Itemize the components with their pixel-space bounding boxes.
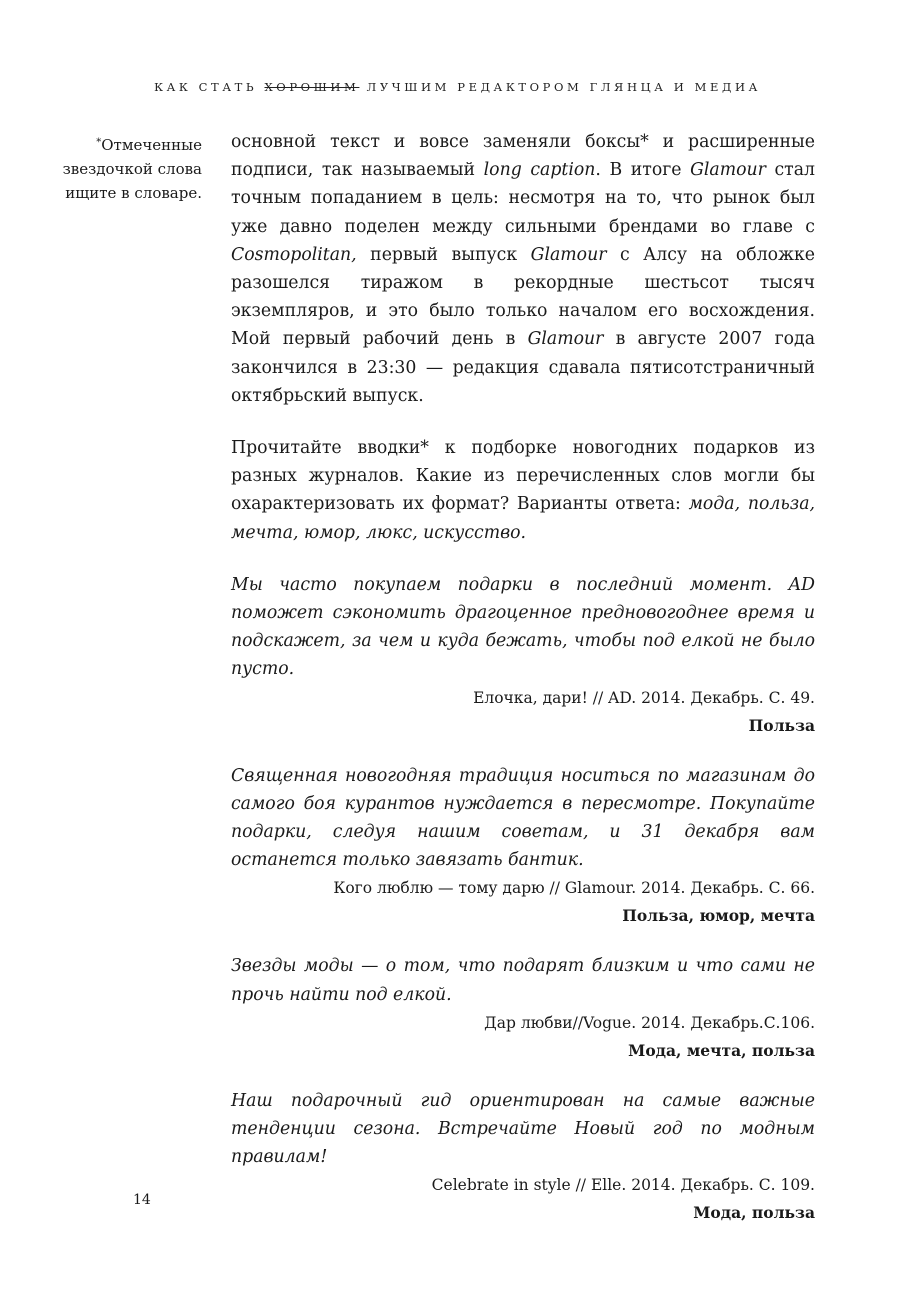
intro-italic-4: Glamour [530,244,607,265]
example-tags: Мода, польза [693,1203,815,1223]
example-quote: Звезды моды — о том, что подарят близким и что сами не прочь найти под елкой. [231,956,815,1005]
intro-italic-3: Cosmopolitan, [231,244,357,265]
intro-text-4: первый выпуск [356,244,531,265]
intro-text-2: . В итоге [595,160,691,181]
intro-text-5: с Алсу на обложке разошелся тиражом в рекордные шестьсот тысяч экземпляров, и это было только началом его восхождения. Мой первый рабочий день в [231,244,816,350]
intro-text-1: основной текст и вовсе заменяли боксы* и расширенные подписи, так называемый [231,132,815,181]
example-block [231,952,815,1064]
example-source: Кого люблю — тому дарю // Glamour. 2014. Декабрь. С. 66. [333,879,815,898]
example-block [231,571,815,740]
intro-text-3: стал точным попаданием в цель: несмотря на то, что рынок был уже давно поделен между сильными брендами во главе с [231,160,816,237]
header-after: ЛУЧШИМ РЕДАКТОРОМ ГЛЯНЦА И МЕДИА [359,80,761,94]
intro-text-6: в августе 2007 года закончился в 23:30 — редакция сдавала пятисотстраничный октябрьский выпуск. [231,329,815,406]
task-options: мода, польза, мечта, юмор, люкс, искусство. [231,494,815,543]
main-text-column [231,128,815,1227]
example-quote: Наш подарочный гид ориентирован на самые важные тенденции сезона. Встречайте Новый год по модным правилам! [231,1090,815,1168]
example-source: Елочка, дари! // AD. 2014. Декабрь. С. 49. [473,688,815,707]
intro-paragraph [231,128,815,410]
task-paragraph [231,434,815,547]
example-tags: Польза, юмор, мечта [622,906,815,926]
example-quote: Священная новогодняя традиция носиться по магазинам до самого боя курантов нуждается в пересмотре. Покупайте подарки, следуя нашим советам, и 31 декабря вам останется только завязать бантик. [231,765,815,871]
intro-italic-1: long caption [483,160,596,181]
example-block [231,762,815,931]
running-header [0,80,915,94]
intro-italic-5: Glamour [527,329,604,350]
example-tags: Мода, мечта, польза [628,1040,815,1060]
margin-note [60,131,202,205]
example-quote: Мы часто покупаем подарки в последний момент. AD поможет сэкономить драгоценное предновогоднее время и подскажет, за чем и куда бежать, чтобы под елкой не было пусто. [231,574,815,680]
example-tags: Польза [748,715,815,735]
header-struck-word: ХОРОШИМ [264,80,360,94]
page-number: 14 [133,1192,151,1208]
task-text: Прочитайте вводки* к подборке новогодних подарков из разных журналов. Какие из перечисленных слов могли бы охарактеризовать их формат? Варианты ответа: [231,438,815,515]
margin-note-asterisk: * [96,137,102,148]
header-before: КАК СТАТЬ [154,80,265,94]
example-block [231,1087,815,1228]
margin-note-text: Отмеченные звездочкой слова ищите в словаре. [62,136,202,202]
example-source: Дар любви//Vogue. 2014. Декабрь.С.106. [484,1013,815,1032]
example-source: Celebrate in style // Elle. 2014. Декабрь. С. 109. [431,1176,815,1195]
intro-italic-2: Glamour [690,160,766,181]
